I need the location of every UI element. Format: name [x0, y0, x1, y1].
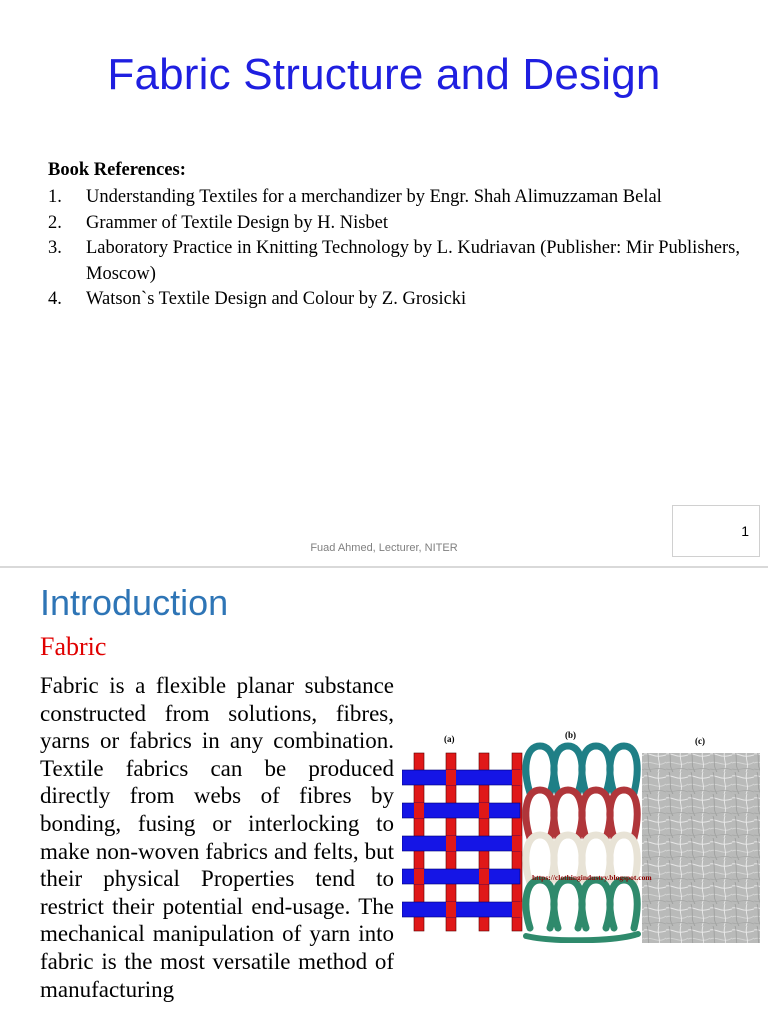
figure-label-b: (b) [565, 730, 576, 740]
slide-2 [0, 568, 768, 1024]
figure-label-a: (a) [444, 734, 455, 744]
reference-number: 2. [48, 212, 62, 233]
reference-text: Laboratory Practice in Knitting Technology by L. Kudriavan (Publisher: Mir Publishers, Moscow) [86, 238, 740, 284]
references-list [48, 185, 748, 313]
section-subtitle: Fabric [40, 632, 107, 661]
reference-number: 4. [48, 289, 62, 310]
figure-label-c: (c) [695, 736, 705, 746]
page-number: 1 [741, 523, 749, 539]
knitted-fabric-diagram [526, 746, 638, 940]
page-number-box [672, 505, 760, 557]
body-paragraph: Fabric is a flexible planar substance constructed from solutions, fibres, yarns or fabrics in any combination. Textile fabrics can be produced directly from webs of fibres by bonding, fusing or interlocking to make non-woven fabrics and felts, but their physical Properties tend to restrict their potential end-usage. The mechanical manipulation of yarn into fabric is the most versatile method of manufacturing [40, 673, 394, 1002]
slide-footer: Fuad Ahmed, Lecturer, NITER [310, 542, 458, 554]
reference-number: 1. [48, 187, 62, 207]
references-heading: Book References: [48, 160, 186, 180]
reference-text: Grammer of Textile Design by H. Nisbet [86, 212, 389, 233]
woven-fabric-diagram [402, 753, 522, 931]
reference-item [48, 211, 748, 237]
reference-text: Watson`s Textile Design and Colour by Z. Grosicki [86, 289, 467, 310]
reference-item [48, 287, 748, 313]
fabric-structures-figure [402, 728, 760, 943]
reference-item [48, 185, 748, 211]
reference-number: 3. [48, 238, 62, 259]
nonwoven-fabric-image [642, 753, 760, 943]
slide-title: Fabric Structure and Design [107, 50, 661, 99]
figure-watermark: https://clothingindustry.blogspot.com [532, 873, 652, 882]
slide-title: Introduction [40, 582, 229, 623]
reference-item [48, 236, 748, 287]
reference-text: Understanding Textiles for a merchandizer by Engr. Shah Alimuzzaman Belal [86, 187, 662, 207]
